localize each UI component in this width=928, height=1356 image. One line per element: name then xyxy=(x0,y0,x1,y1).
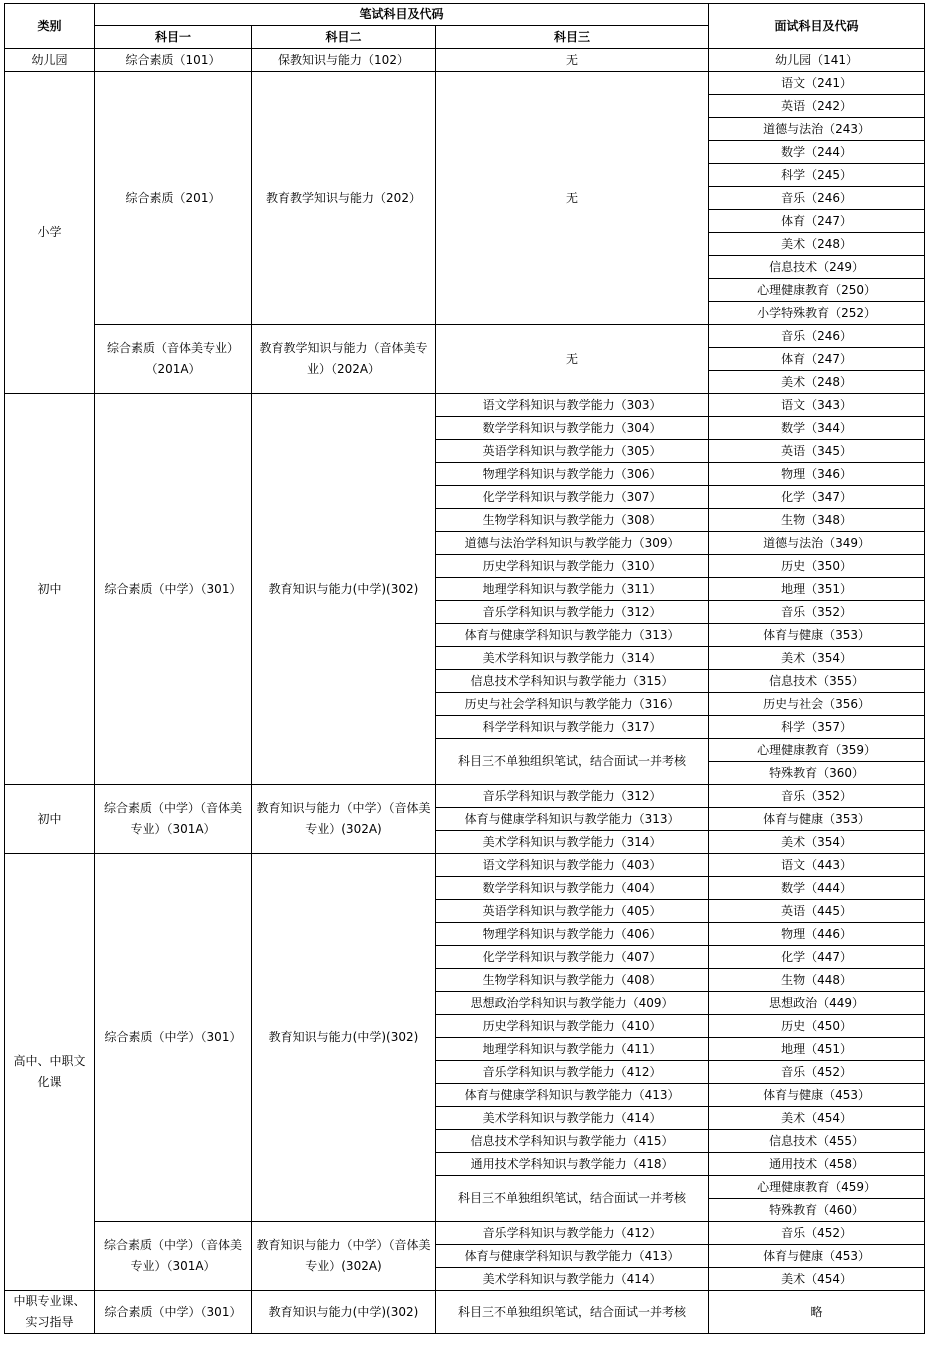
interview-cell: 化学（347） xyxy=(709,486,925,509)
interview-cell: 生物（448） xyxy=(709,969,925,992)
interview-cell: 体育与健康（453） xyxy=(709,1245,925,1268)
kindergarten-interview: 幼儿园（141） xyxy=(709,49,925,72)
senior-s2: 教育知识与能力(中学)(302) xyxy=(252,854,436,1222)
interview-cell: 小学特殊教育（252） xyxy=(709,302,925,325)
interview-cell: 美术（248） xyxy=(709,233,925,256)
primary-a-s3: 无 xyxy=(436,72,709,325)
interview-cell: 体育与健康（353） xyxy=(709,624,925,647)
subject3-cell: 地理学科知识与教学能力（411） xyxy=(436,1038,709,1061)
interview-cell: 道德与法治（243） xyxy=(709,118,925,141)
interview-cell: 体育与健康（353） xyxy=(709,808,925,831)
interview-cell: 语文（343） xyxy=(709,394,925,417)
interview-cell: 心理健康教育（459） xyxy=(709,1176,925,1199)
subject3-cell: 通用技术学科知识与教学能力（418） xyxy=(436,1153,709,1176)
senior-art-s1: 综合素质（中学）（音体美专业）（301A） xyxy=(95,1222,252,1291)
senior-combined-s3: 科目三不单独组织笔试，结合面试一并考核 xyxy=(436,1176,709,1222)
senior-art-s2: 教育知识与能力（中学）（音体美专业）(302A) xyxy=(252,1222,436,1291)
junior-art-s1: 综合素质（中学）（音体美专业）（301A） xyxy=(95,785,252,854)
kindergarten-s2: 保教知识与能力（102） xyxy=(252,49,436,72)
senior-category: 高中、中职文化课 xyxy=(5,854,95,1291)
interview-cell: 语文（443） xyxy=(709,854,925,877)
kindergarten-s1: 综合素质（101） xyxy=(95,49,252,72)
interview-cell: 英语（445） xyxy=(709,900,925,923)
interview-cell: 体育（247） xyxy=(709,210,925,233)
subject3-cell: 音乐学科知识与教学能力（312） xyxy=(436,601,709,624)
interview-cell: 数学（344） xyxy=(709,417,925,440)
subject3-cell: 体育与健康学科知识与教学能力（313） xyxy=(436,624,709,647)
table-row xyxy=(5,1222,925,1245)
subject3-cell: 体育与健康学科知识与教学能力（313） xyxy=(436,808,709,831)
interview-cell: 生物（348） xyxy=(709,509,925,532)
interview-cell: 美术（354） xyxy=(709,831,925,854)
interview-cell: 心理健康教育（250） xyxy=(709,279,925,302)
subject3-cell: 物理学科知识与教学能力（306） xyxy=(436,463,709,486)
interview-cell: 美术（454） xyxy=(709,1268,925,1291)
interview-cell: 音乐（452） xyxy=(709,1222,925,1245)
interview-cell: 体育（247） xyxy=(709,348,925,371)
subject3-cell: 美术学科知识与教学能力（314） xyxy=(436,647,709,670)
primary-a-s1: 综合素质（201） xyxy=(95,72,252,325)
subject3-cell: 体育与健康学科知识与教学能力（413） xyxy=(436,1084,709,1107)
interview-cell: 地理（451） xyxy=(709,1038,925,1061)
interview-cell: 数学（444） xyxy=(709,877,925,900)
subject3-cell: 地理学科知识与教学能力（311） xyxy=(436,578,709,601)
interview-cell: 历史（350） xyxy=(709,555,925,578)
interview-cell: 美术（454） xyxy=(709,1107,925,1130)
header-subject2: 科目二 xyxy=(252,26,436,49)
interview-cell: 英语（242） xyxy=(709,95,925,118)
interview-cell: 音乐（352） xyxy=(709,601,925,624)
primary-b-s3: 无 xyxy=(436,325,709,394)
table-row xyxy=(5,394,925,417)
junior-art-category: 初中 xyxy=(5,785,95,854)
kindergarten-s3: 无 xyxy=(436,49,709,72)
junior-s1: 综合素质（中学）（301） xyxy=(95,394,252,785)
primary-b-s2: 教育教学知识与能力（音体美专业）（202A） xyxy=(252,325,436,394)
subject3-cell: 化学学科知识与教学能力（307） xyxy=(436,486,709,509)
subject3-cell: 科学学科知识与教学能力（317） xyxy=(436,716,709,739)
interview-cell: 音乐（246） xyxy=(709,187,925,210)
interview-cell: 美术（248） xyxy=(709,371,925,394)
interview-cell: 美术（354） xyxy=(709,647,925,670)
subject3-cell: 数学学科知识与教学能力（304） xyxy=(436,417,709,440)
interview-cell: 科学（245） xyxy=(709,164,925,187)
junior-category: 初中 xyxy=(5,394,95,785)
table-row xyxy=(5,325,925,348)
subject3-cell: 数学学科知识与教学能力（404） xyxy=(436,877,709,900)
interview-cell: 信息技术（355） xyxy=(709,670,925,693)
interview-cell: 数学（244） xyxy=(709,141,925,164)
primary-a-s2: 教育教学知识与能力（202） xyxy=(252,72,436,325)
header-subject3: 科目三 xyxy=(436,26,709,49)
subject3-cell: 英语学科知识与教学能力（305） xyxy=(436,440,709,463)
interview-cell: 特殊教育（360） xyxy=(709,762,925,785)
interview-cell: 心理健康教育（359） xyxy=(709,739,925,762)
exam-subject-table xyxy=(4,3,925,1334)
subject3-cell: 美术学科知识与教学能力（414） xyxy=(436,1107,709,1130)
interview-cell: 物理（346） xyxy=(709,463,925,486)
interview-cell: 音乐（246） xyxy=(709,325,925,348)
interview-cell: 通用技术（458） xyxy=(709,1153,925,1176)
header-interview: 面试科目及代码 xyxy=(709,4,925,49)
subject3-cell: 历史学科知识与教学能力（310） xyxy=(436,555,709,578)
subject3-cell: 音乐学科知识与教学能力（312） xyxy=(436,785,709,808)
vocational-s2: 教育知识与能力(中学)(302) xyxy=(252,1291,436,1334)
interview-cell: 特殊教育（460） xyxy=(709,1199,925,1222)
primary-category: 小学 xyxy=(5,72,95,394)
interview-cell: 道德与法治（349） xyxy=(709,532,925,555)
vocational-s3: 科目三不单独组织笔试，结合面试一并考核 xyxy=(436,1291,709,1334)
interview-cell: 物理（446） xyxy=(709,923,925,946)
subject3-cell: 美术学科知识与教学能力（314） xyxy=(436,831,709,854)
junior-combined-s3: 科目三不单独组织笔试，结合面试一并考核 xyxy=(436,739,709,785)
subject3-cell: 音乐学科知识与教学能力（412） xyxy=(436,1222,709,1245)
interview-cell: 化学（447） xyxy=(709,946,925,969)
subject3-cell: 化学学科知识与教学能力（407） xyxy=(436,946,709,969)
subject3-cell: 物理学科知识与教学能力（406） xyxy=(436,923,709,946)
interview-cell: 历史（450） xyxy=(709,1015,925,1038)
subject3-cell: 体育与健康学科知识与教学能力（413） xyxy=(436,1245,709,1268)
subject3-cell: 道德与法治学科知识与教学能力（309） xyxy=(436,532,709,555)
table-row xyxy=(5,72,925,95)
vocational-s1: 综合素质（中学）（301） xyxy=(95,1291,252,1334)
interview-cell: 科学（357） xyxy=(709,716,925,739)
header-written-group: 笔试科目及代码 xyxy=(95,4,709,26)
table-row xyxy=(5,1291,925,1334)
interview-cell: 信息技术（455） xyxy=(709,1130,925,1153)
subject3-cell: 语文学科知识与教学能力（303） xyxy=(436,394,709,417)
subject3-cell: 信息技术学科知识与教学能力（315） xyxy=(436,670,709,693)
subject3-cell: 历史与社会学科知识与教学能力（316） xyxy=(436,693,709,716)
interview-cell: 英语（345） xyxy=(709,440,925,463)
interview-cell: 信息技术（249） xyxy=(709,256,925,279)
vocational-category: 中职专业课、实习指导 xyxy=(5,1291,95,1334)
junior-s2: 教育知识与能力(中学)(302) xyxy=(252,394,436,785)
interview-cell: 体育与健康（453） xyxy=(709,1084,925,1107)
interview-cell: 思想政治（449） xyxy=(709,992,925,1015)
subject3-cell: 生物学科知识与教学能力（308） xyxy=(436,509,709,532)
subject3-cell: 语文学科知识与教学能力（403） xyxy=(436,854,709,877)
senior-s1: 综合素质（中学）（301） xyxy=(95,854,252,1222)
primary-b-s1: 综合素质（音体美专业）（201A） xyxy=(95,325,252,394)
vocational-interview: 略 xyxy=(709,1291,925,1334)
subject3-cell: 音乐学科知识与教学能力（412） xyxy=(436,1061,709,1084)
interview-cell: 音乐（352） xyxy=(709,785,925,808)
interview-cell: 语文（241） xyxy=(709,72,925,95)
subject3-cell: 生物学科知识与教学能力（408） xyxy=(436,969,709,992)
subject3-cell: 英语学科知识与教学能力（405） xyxy=(436,900,709,923)
subject3-cell: 信息技术学科知识与教学能力（415） xyxy=(436,1130,709,1153)
table-row xyxy=(5,785,925,808)
interview-cell: 历史与社会（356） xyxy=(709,693,925,716)
subject3-cell: 思想政治学科知识与教学能力（409） xyxy=(436,992,709,1015)
interview-cell: 音乐（452） xyxy=(709,1061,925,1084)
kindergarten-category: 幼儿园 xyxy=(5,49,95,72)
interview-cell: 地理（351） xyxy=(709,578,925,601)
header-category: 类别 xyxy=(5,4,95,49)
table-row xyxy=(5,854,925,877)
junior-art-s2: 教育知识与能力（中学）（音体美专业）(302A) xyxy=(252,785,436,854)
subject3-cell: 美术学科知识与教学能力（414） xyxy=(436,1268,709,1291)
header-subject1: 科目一 xyxy=(95,26,252,49)
subject3-cell: 历史学科知识与教学能力（410） xyxy=(436,1015,709,1038)
